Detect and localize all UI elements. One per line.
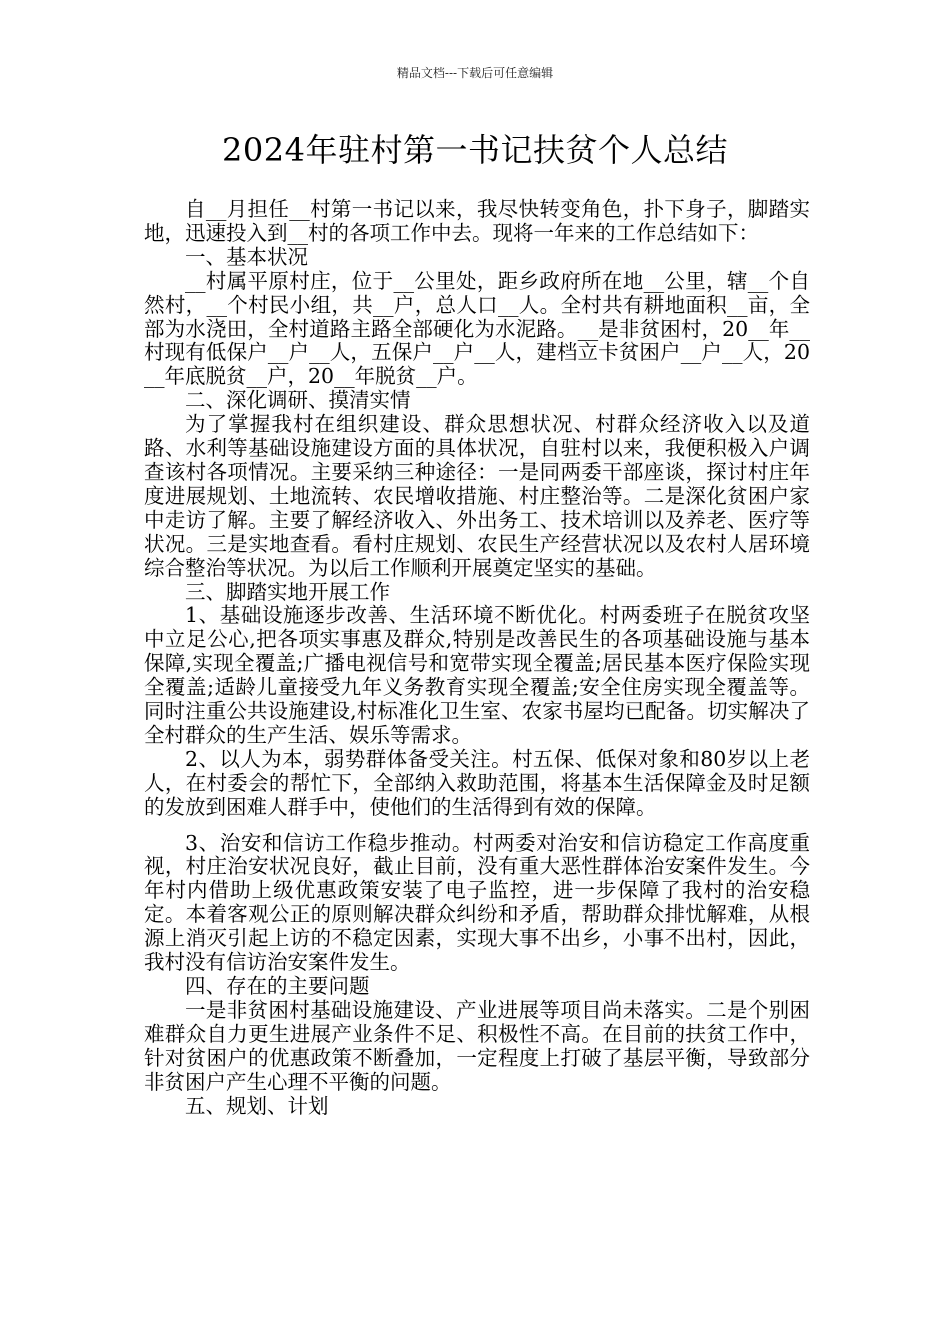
section-heading-5: 五、规划、计划 bbox=[185, 1093, 329, 1118]
paragraph-problems: 一是非贫困村基础设施建设、产业进展等项目尚未落实。二是个别困难群众自力更生进展产业条件不足、积极性不高。在目前的扶贫工作中，针对贫困户的优惠政策不断叠加，一定程度上打破了基层平衡，导致部分非贫困户产生心理不平衡的问题。 bbox=[144, 997, 810, 1094]
paragraph-infrastructure: 1、基础设施逐步改善、生活环境不断优化。村两委班子在脱贫攻坚中立足公心,把各项实事惠及群众,特别是改善民生的各项基础设施与基本保障,实现全覆盖;广播电视信号和宽带实现全覆盖;居民基本医疗保险实现全覆盖;适龄儿童接受九年义务教育实现全覆盖;安全住房实现全覆盖等。同时注重公共设施建设,村标准化卫生室、农家书屋均已配备。切实解决了全村群众的生产生活、娱乐等需求。 bbox=[144, 603, 810, 747]
section-heading-4: 四、存在的主要问题 bbox=[185, 974, 370, 998]
paragraph-intro: 自__月担任__村第一书记以来，我尽快转变角色，扑下身子，脚踏实地，迅速投入到__村的各项工作中去。现将一年来的工作总结如下： bbox=[144, 197, 810, 245]
section-heading-1: 一、基本状况 bbox=[185, 244, 308, 269]
section-heading-2: 二、深化调研、摸清实情 bbox=[185, 388, 411, 413]
paragraph-vulnerable-groups: 2、以人为本，弱势群体备受关注。村五保、低保对象和80岁以上老人，在村委会的帮忙下，全部纳入救助范围，将基本生活保障金及时足额的发放到困难人群手中，使他们的生活得到有效的保障。 bbox=[144, 746, 810, 819]
document-body bbox=[144, 198, 810, 1118]
paragraph-gap bbox=[144, 820, 810, 832]
paragraph-basic-status: __村属平原村庄，位于__公里处，距乡政府所在地__公里，辖__个自然村，__个村民小组，共__户，总人口__人。全村共有耕地面积__亩，全部为水浇田，全村道路主路全部硬化为水泥路。__是非贫困村，20__年__村现有低保户__户__人，五保户__户__人，建档立卡贫困户__户__人，20__年底脱贫__户，20__年脱贫__户。 bbox=[144, 268, 810, 389]
section-heading-3: 三、脚踏实地开展工作 bbox=[185, 579, 390, 604]
document-title: 2024年驻村第一书记扶贫个人总结 bbox=[222, 131, 728, 169]
paragraph-research: 为了掌握我村在组织建设、群众思想状况、村群众经济收入以及道路、水利等基础设施建设方面的具体状况，自驻村以来，我便积极入户调查该村各项情况。主要采纳三种途径：一是同两委干部座谈，探讨村庄年度进展规划、土地流转、农民增收措施、村庄整治等。二是深化贫困户家中走访了解。主要了解经济收入、外出务工、技术培训以及养老、医疗等状况。三是实地查看。看村庄规划、农民生产经营状况以及农村人居环境综合整治等状况。为以后工作顺利开展奠定坚实的基础。 bbox=[144, 412, 810, 580]
header-note: 精品文档---下载后可任意编辑 bbox=[396, 66, 554, 80]
paragraph-public-security: 3、治安和信访工作稳步推动。村两委对治安和信访稳定工作高度重视，村庄治安状况良好，截止目前，没有重大恶性群体治安案件发生。今年村内借助上级优惠政策安装了电子监控，进一步保障了我村的治安稳定。本着客观公正的原则解决群众纠纷和矛盾，帮助群众排忧解难，从根源上消灭引起上访的不稳定因素，实现大事不出乡，小事不出村，因此，我村没有信访治安案件发生。 bbox=[144, 830, 810, 975]
